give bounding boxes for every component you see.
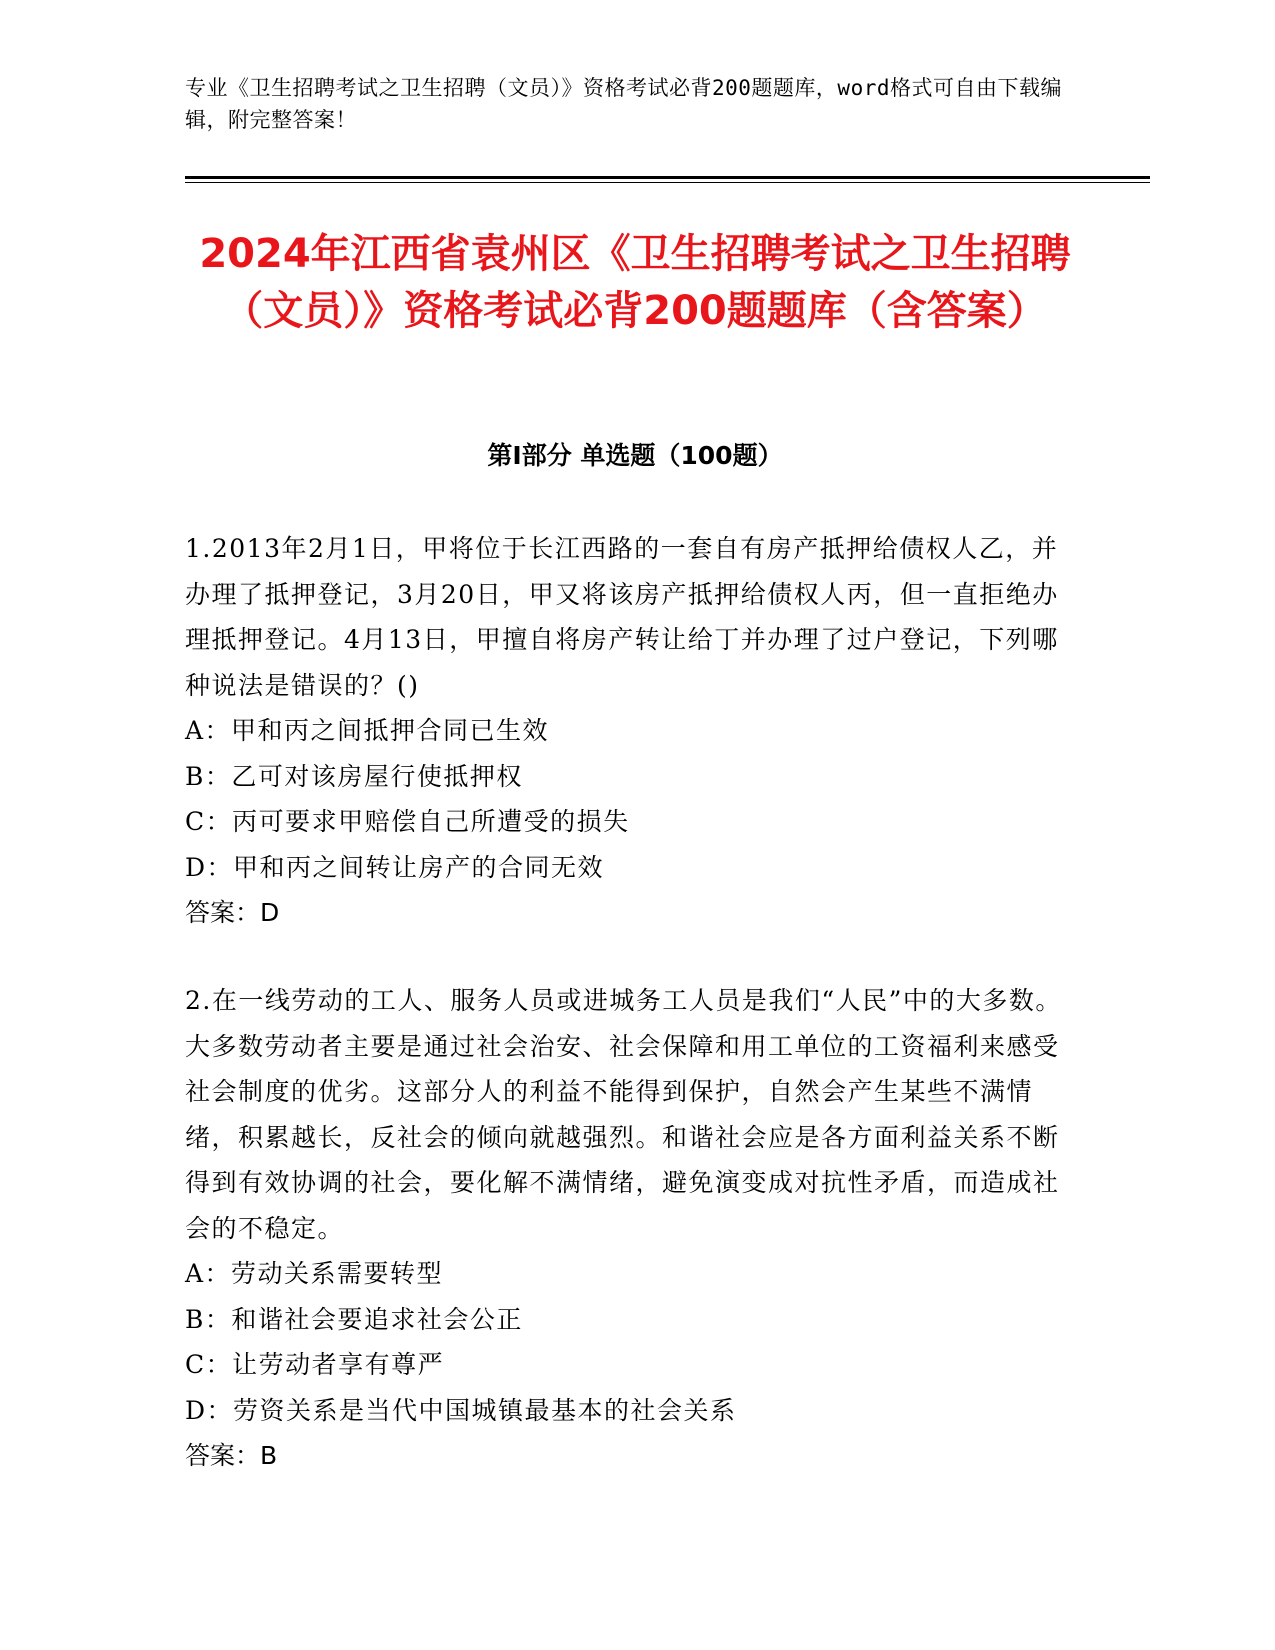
header-divider-thick: [185, 176, 1150, 179]
answer-line: 答案：D: [185, 898, 280, 927]
question-stem: 1.2013年2月1日，甲将位于长江西路的一套自有房产抵押给债权人乙，并办理了抵押登记，3月20日，甲又将该房产抵押给债权人丙，但一直拒绝办理抵押登记。4月13日，甲擅自将房产转让给丁并办理了过户登记，下列哪种说法是错误的？(): [185, 534, 1059, 700]
question-2: [185, 978, 1065, 1479]
question-stem: 2.在一线劳动的工人、服务人员或进城务工人员是我们“人民”中的大多数。大多数劳动者主要是通过社会治安、社会保障和用工单位的工资福利来感受社会制度的优劣。这部分人的利益不能得到保护，自然会产生某些不满情绪，积累越长，反社会的倾向就越强烈。和谐社会应是各方面利益关系不断得到有效协调的社会，要化解不满情绪，避免演变成对抗性矛盾，而造成社会的不稳定。: [185, 986, 1062, 1243]
header-divider-thin: [185, 182, 1150, 183]
header-note: 专业《卫生招聘考试之卫生招聘（文员）》资格考试必背200题题库，word格式可自由下载编辑，附完整答案！: [185, 76, 1062, 132]
document-title: 2024年江西省袁州区《卫生招聘考试之卫生招聘（文员）》资格考试必背200题题库（含答案）: [199, 231, 1071, 334]
option-b: B：乙可对该房屋行使抵押权: [185, 761, 523, 791]
question-1: [185, 526, 1065, 936]
option-a: A：劳动关系需要转型: [185, 1259, 444, 1288]
option-c: C：丙可要求甲赔偿自己所遭受的损失: [185, 807, 630, 836]
option-d: D：劳资关系是当代中国城镇最基本的社会关系: [185, 1395, 737, 1425]
option-b: B：和谐社会要追求社会公正: [185, 1304, 523, 1334]
section-title: 第Ⅰ部分 单选题（100题）: [487, 441, 783, 470]
option-a: A：甲和丙之间抵押合同已生效: [185, 716, 550, 745]
option-c: C：让劳动者享有尊严: [185, 1350, 445, 1379]
option-d: D：甲和丙之间转让房产的合同无效: [185, 852, 605, 882]
answer-line: 答案：B: [185, 1441, 278, 1470]
